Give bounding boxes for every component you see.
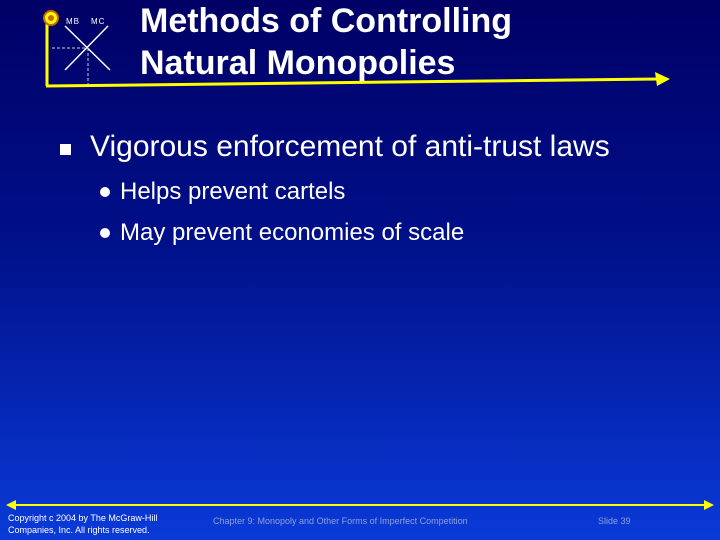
copyright-line-2: Companies, Inc. All rights reserved. xyxy=(8,525,150,535)
page-title xyxy=(140,0,660,84)
title-line-2: Natural Monopolies xyxy=(140,44,456,82)
round-bullet-icon xyxy=(100,187,110,197)
round-bullet-icon xyxy=(100,228,110,238)
main-bullet-text: Vigorous enforcement of anti-trust laws xyxy=(90,130,610,163)
mb-label: MB xyxy=(66,17,80,26)
title-line-1: Methods of Controlling xyxy=(140,2,513,40)
slide-number: Slide 39 xyxy=(598,516,631,526)
sub-bullet-text: Helps prevent cartels xyxy=(120,178,346,205)
square-bullet-icon xyxy=(60,144,71,155)
sub-bullet-text: May prevent economies of scale xyxy=(120,219,465,246)
mc-label: MC xyxy=(91,17,106,26)
copyright-line-1: Copyright c 2004 by The McGraw-Hill xyxy=(8,513,158,523)
chapter-title: Chapter 9: Monopoly and Other Forms of Imperfect Competition xyxy=(213,516,468,526)
copyright xyxy=(8,512,157,536)
